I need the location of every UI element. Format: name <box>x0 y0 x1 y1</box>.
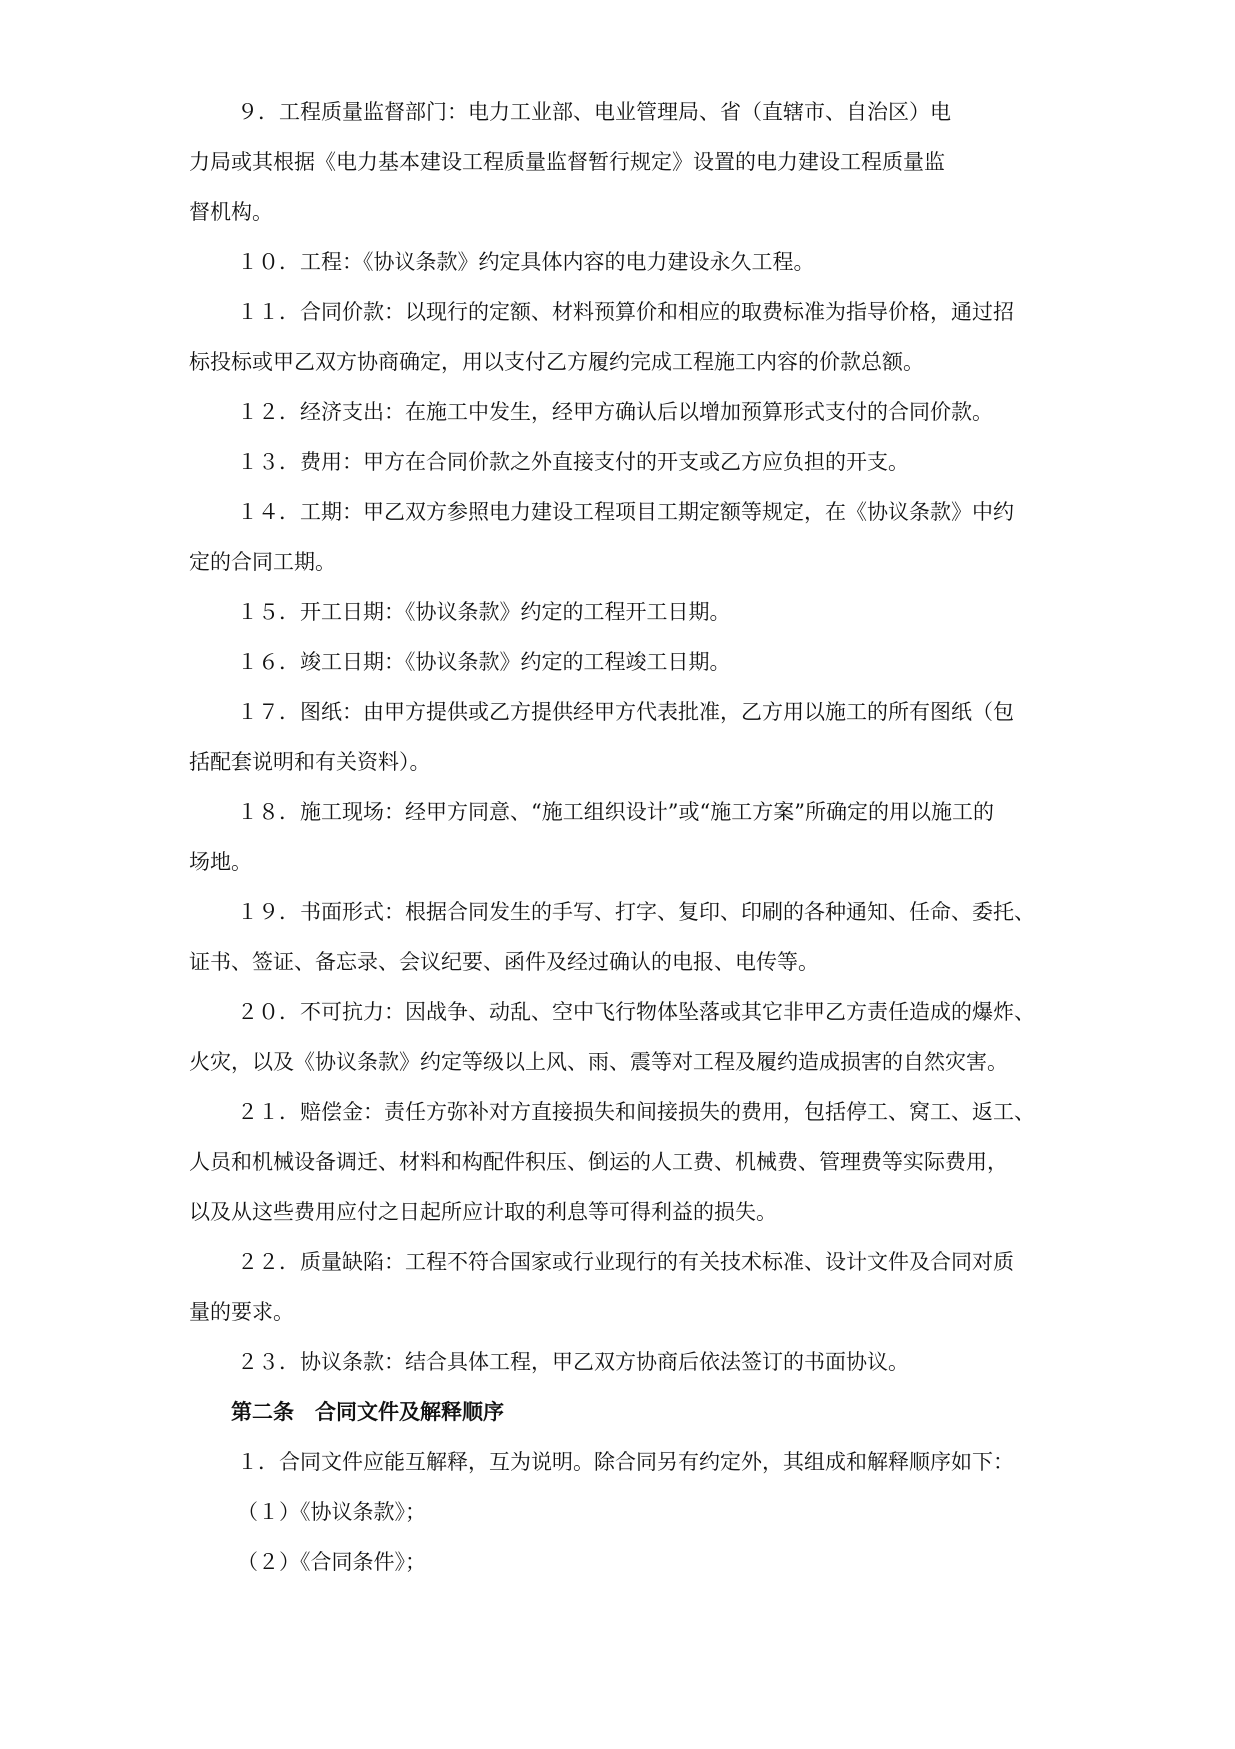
text-line: 以及从这些费用应付之日起所应计取的利息等可得利益的损失。 <box>189 1200 777 1224</box>
text-line: 督机构。 <box>189 200 273 224</box>
text-line: １４．工期：甲乙双方参照电力建设工程项目工期定额等规定，在《协议条款》中约 <box>237 500 1014 524</box>
text-line: 力局或其根据《电力基本建设工程质量监督暂行规定》设置的电力建设工程质量监 <box>189 150 945 174</box>
text-line: 火灾，以及《协议条款》约定等级以上风、雨、震等对工程及履约造成损害的自然灾害。 <box>189 1050 1008 1074</box>
list-item: （２）《合同条件》； <box>237 1550 426 1574</box>
text-line: ２０．不可抗力：因战争、动乱、空中飞行物体坠落或其它非甲乙方责任造成的爆炸、 <box>237 1000 1035 1024</box>
text-line: 括配套说明和有关资料）。 <box>189 750 431 774</box>
text-line: 场地。 <box>189 850 252 874</box>
text-line: １８．施工现场：经甲方同意、“施工组织设计”或“施工方案”所确定的用以施工的 <box>237 800 994 824</box>
list-item: （１）《协议条款》； <box>237 1500 426 1524</box>
text-line: １５．开工日期：《协议条款》约定的工程开工日期。 <box>237 600 731 624</box>
text-line: １．合同文件应能互解释，互为说明。除合同另有约定外，其组成和解释顺序如下： <box>237 1450 1014 1474</box>
text-line: １１．合同价款：以现行的定额、材料预算价和相应的取费标准为指导价格，通过招 <box>237 300 1014 324</box>
text-line: ２３．协议条款：结合具体工程，甲乙双方协商后依法签订的书面协议。 <box>237 1350 909 1374</box>
text-line: １６．竣工日期：《协议条款》约定的工程竣工日期。 <box>237 650 731 674</box>
text-line: 证书、签证、备忘录、会议纪要、函件及经过确认的电报、电传等。 <box>189 950 819 974</box>
text-line: １７．图纸：由甲方提供或乙方提供经甲方代表批准，乙方用以施工的所有图纸（包 <box>237 700 1014 724</box>
text-line: １２．经济支出：在施工中发生，经甲方确认后以增加预算形式支付的合同价款。 <box>237 400 993 424</box>
text-line: 人员和机械设备调迁、材料和构配件积压、倒运的人工费、机械费、管理费等实际费用， <box>189 1150 1008 1174</box>
text-line: ９．工程质量监督部门：电力工业部、电业管理局、省（直辖市、自治区）电 <box>237 100 951 124</box>
text-line: １０．工程：《协议条款》约定具体内容的电力建设永久工程。 <box>237 250 815 274</box>
text-line: 定的合同工期。 <box>189 550 336 574</box>
text-line: 量的要求。 <box>189 1300 294 1324</box>
text-line: １９．书面形式：根据合同发生的手写、打字、复印、印刷的各种通知、任命、委托、 <box>237 900 1035 924</box>
text-line: ２２．质量缺陷：工程不符合国家或行业现行的有关技术标准、设计文件及合同对质 <box>237 1250 1014 1274</box>
text-line: ２１．赔偿金：责任方弥补对方直接损失和间接损失的费用，包括停工、窝工、返工、 <box>237 1100 1035 1124</box>
text-line: 标投标或甲乙双方协商确定，用以支付乙方履约完成工程施工内容的价款总额。 <box>189 350 924 374</box>
text-line: １３．费用：甲方在合同价款之外直接支付的开支或乙方应负担的开支。 <box>237 450 909 474</box>
section-heading: 第二条 合同文件及解释顺序 <box>231 1400 504 1424</box>
